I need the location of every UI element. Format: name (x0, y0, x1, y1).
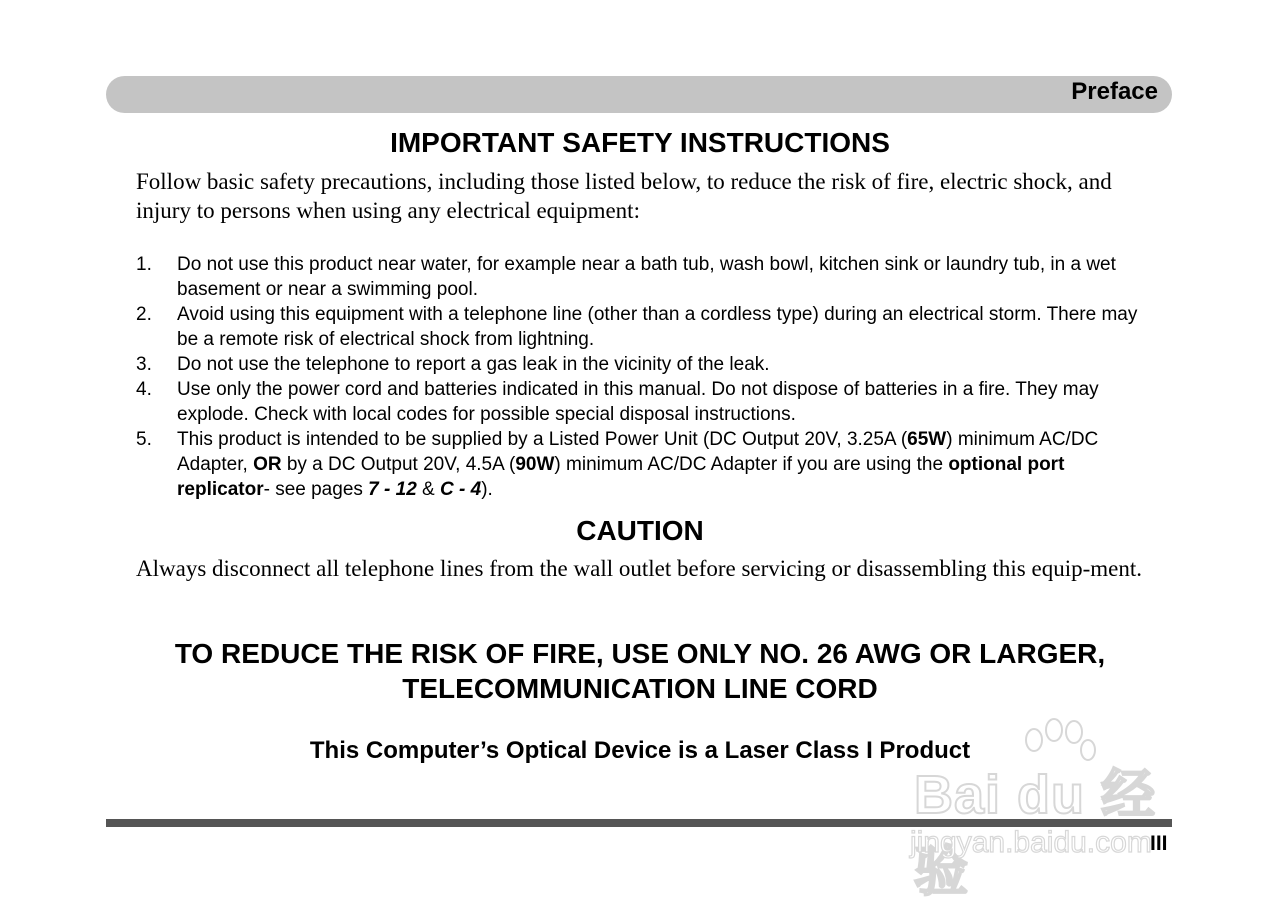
caution-text: Always disconnect all telephone lines from the wall outlet before servicing or disassembling this equip-ment. (136, 556, 1143, 581)
laser-notice: This Computer’s Optical Device is a Laser Class I Product (309, 737, 971, 764)
list-item (136, 302, 1146, 352)
item-number: 5. (136, 429, 152, 450)
item-number: 2. (136, 304, 152, 325)
main-heading: IMPORTANT SAFETY INSTRUCTIONS (390, 127, 890, 158)
item-text: Do not use the telephone to report a gas leak in the vicinity of the leak. (177, 354, 770, 375)
header-bar (106, 76, 1172, 113)
item-text (177, 429, 1098, 500)
or-emphasis: OR (253, 454, 282, 475)
text-run: by a DC Output 20V, 4.5A ( (281, 454, 516, 475)
item-number: 1. (136, 254, 152, 275)
fire-warning-line-2: TELECOMMUNICATION LINE CORD (402, 673, 878, 704)
port-replicator-emphasis: optional port replicator (177, 454, 1065, 500)
page-ref: C - 4 (440, 479, 482, 500)
wattage-65: 65W (907, 429, 947, 450)
wattage-90: 90W (515, 454, 555, 475)
text-run: & (416, 479, 440, 500)
text-run: - see pages (263, 479, 369, 500)
list-item (136, 252, 1146, 302)
page-number: III (1150, 832, 1168, 855)
item-number: 4. (136, 379, 152, 400)
text-run: ) minimum AC/DC Adapter if you are using the (554, 454, 949, 475)
watermark-logo: Bai du 经验 (914, 765, 1157, 902)
list-item (136, 427, 1146, 502)
text-run: ). (481, 479, 493, 500)
item-number: 3. (136, 354, 152, 375)
footer-rule (106, 819, 1172, 827)
text-run: ) minimum AC/DC Adapter, (177, 429, 1099, 475)
item-text: Do not use this product near water, for example near a bath tub, wash bowl, kitchen sink or laundry tub, in a wet basement or near a swimming pool. (177, 254, 1116, 300)
list-item (136, 377, 1146, 427)
item-text: Use only the power cord and batteries indicated in this manual. Do not dispose of batteries in a fire. They may explode. Check with local codes for possible special disposal instructions. (177, 379, 1099, 425)
page-ref: 7 - 12 (368, 479, 417, 500)
fire-warning-line-1: TO REDUCE THE RISK OF FIRE, USE ONLY NO. 26 AWG OR LARGER, (174, 638, 1106, 669)
section-title: Preface (1071, 78, 1158, 105)
watermark-url: jingyan.baidu.com (910, 826, 1152, 859)
text-run: This product is intended to be supplied by a Listed Power Unit (DC Output 20V, 3.25A ( (177, 429, 908, 450)
item-text: Avoid using this equipment with a telephone line (other than a cordless type) during an electrical storm. There may be a remote risk of electrical shock from lightning. (177, 304, 1138, 350)
caution-heading: CAUTION (576, 515, 704, 546)
safety-instructions-list (136, 252, 1146, 502)
list-item (136, 352, 1146, 377)
intro-paragraph: Follow basic safety precautions, including those listed below, to reduce the risk of fire, electric shock, and injury to persons when using any electrical equipment: (136, 169, 1112, 223)
